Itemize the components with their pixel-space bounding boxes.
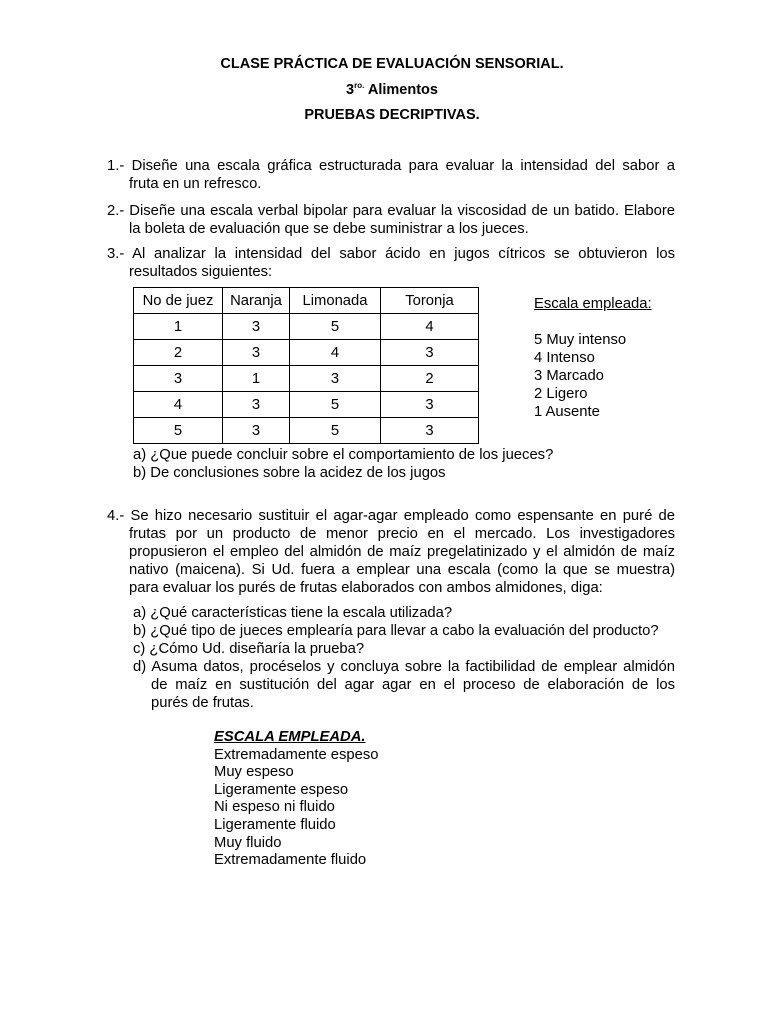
table-row — [134, 340, 479, 366]
acidity-scale-list — [534, 331, 626, 421]
table-row — [134, 314, 479, 340]
scale-item: 3 Marcado — [534, 368, 604, 384]
table-cell: 1 — [134, 314, 223, 340]
question-4-line-2: frutas por un producto de menor precio en el mercado. Los investigadores — [129, 526, 675, 542]
question-4-item-b: b) ¿Qué tipo de jueces emplearía para llevar a cabo la evaluación del producto? — [133, 623, 659, 639]
table-cell: 5 — [290, 314, 381, 340]
table-cell: 2 — [381, 366, 479, 392]
table-row — [134, 418, 479, 444]
acidity-scale-title — [534, 295, 652, 313]
question-4-line-4: nativo (maicena). Si Ud. fuera a emplear una escala (como la que se muestra) — [129, 562, 675, 578]
question-3-item-a: a) ¿Que puede concluir sobre el comportamiento de los jueces? — [133, 447, 554, 463]
table-cell: 1 — [223, 366, 290, 392]
question-4-item-d-line-3: purés de frutas. — [151, 695, 254, 711]
table-cell: 4 — [381, 314, 479, 340]
column-header-naranja: Naranja — [223, 288, 290, 314]
question-2-line-2: la boleta de evaluación que se debe suministrar a los jueces. — [129, 221, 529, 237]
grade-text: Alimentos — [367, 82, 438, 98]
scale-item: 2 Ligero — [534, 386, 588, 402]
scale-item: 1 Ausente — [534, 404, 600, 420]
table-cell: 3 — [381, 418, 479, 444]
scale-item: Ni espeso ni fluido — [214, 799, 335, 816]
question-1 — [107, 157, 675, 193]
table-row — [134, 392, 479, 418]
scale-item: Ligeramente fluido — [214, 816, 336, 833]
column-header-toronja: Toronja — [381, 288, 479, 314]
grade-number: 3 — [346, 82, 355, 98]
question-3 — [107, 245, 675, 281]
question-4-line-3: propusieron el empleo del almidón de maíz pregelatinizado y el almidón de maíz — [129, 544, 675, 560]
acidity-scale-title-colon: : — [647, 296, 652, 312]
table-cell: 3 — [223, 418, 290, 444]
table-cell: 5 — [290, 418, 381, 444]
question-2-line-1: 2.- Diseñe una escala verbal bipolar para evaluar la viscosidad de un batido. Elabore — [107, 203, 675, 219]
column-header-judge: No de juez — [134, 288, 223, 314]
acidity-scale-title-text: Escala empleada — [534, 296, 648, 312]
table-header-row — [134, 288, 479, 314]
table-cell: 3 — [223, 340, 290, 366]
viscosity-scale — [214, 729, 379, 870]
question-1-line-1: 1.- Diseñe una escala gráfica estructurada para evaluar la intensidad del sabor a — [107, 158, 675, 174]
table-cell: 2 — [134, 340, 223, 366]
table-cell: 3 — [381, 340, 479, 366]
question-3-item-b: b) De conclusiones sobre la acidez de los jugos — [133, 465, 446, 481]
table-cell: 5 — [290, 392, 381, 418]
scale-item: Extremadamente fluido — [214, 852, 367, 869]
table-row — [134, 366, 479, 392]
question-4-item-a: a) ¿Qué características tiene la escala utilizada? — [133, 605, 453, 621]
scale-item: Muy fluido — [214, 834, 282, 851]
document-subtitle: PRUEBAS DECRIPTIVAS. — [304, 107, 480, 123]
document-grade — [0, 81, 768, 98]
scale-item: 4 Intenso — [534, 350, 595, 366]
table-cell: 3 — [381, 392, 479, 418]
table-cell: 5 — [134, 418, 223, 444]
scale-item: 5 Muy intenso — [534, 332, 627, 348]
grade-superscript: ro. — [354, 81, 365, 90]
question-4-item-d-line-1: d) Asuma datos, procéselos y concluya sobre la factibilidad de emplear almidón — [133, 659, 675, 675]
viscosity-scale-title: ESCALA EMPLEADA. — [214, 729, 366, 745]
question-2 — [107, 202, 675, 238]
question-4-item-d — [133, 658, 675, 712]
scale-item: Ligeramente espeso — [214, 781, 349, 798]
question-3-line-2: resultados siguientes: — [129, 264, 273, 280]
table-cell: 4 — [290, 340, 381, 366]
scale-item: Muy espeso — [214, 764, 294, 781]
question-4-line-5: para evaluar los purés de frutas elaborados con ambos almidones, diga: — [129, 580, 603, 596]
document-title: CLASE PRÁCTICA DE EVALUACIÓN SENSORIAL. — [220, 56, 564, 72]
table-cell: 3 — [290, 366, 381, 392]
question-4-line-1: 4.- Se hizo necesario sustituir el agar-agar empleado como espensante en puré de — [107, 508, 675, 524]
question-4 — [107, 507, 675, 597]
column-header-limonada: Limonada — [290, 288, 381, 314]
table-cell: 3 — [223, 314, 290, 340]
question-4-item-c: c) ¿Cómo Ud. diseñaría la prueba? — [133, 641, 365, 657]
results-table — [133, 287, 479, 444]
question-3-line-1: 3.- Al analizar la intensidad del sabor ácido en jugos cítricos se obtuvieron los — [107, 246, 675, 262]
question-4-item-d-line-2: de maíz en sustitución del agar agar en el proceso de elaboración de los — [151, 677, 675, 693]
scale-item: Extremadamente espeso — [214, 746, 379, 763]
question-1-line-2: fruta en un refresco. — [129, 176, 262, 192]
table-cell: 3 — [223, 392, 290, 418]
table-cell: 3 — [134, 366, 223, 392]
table-cell: 4 — [134, 392, 223, 418]
